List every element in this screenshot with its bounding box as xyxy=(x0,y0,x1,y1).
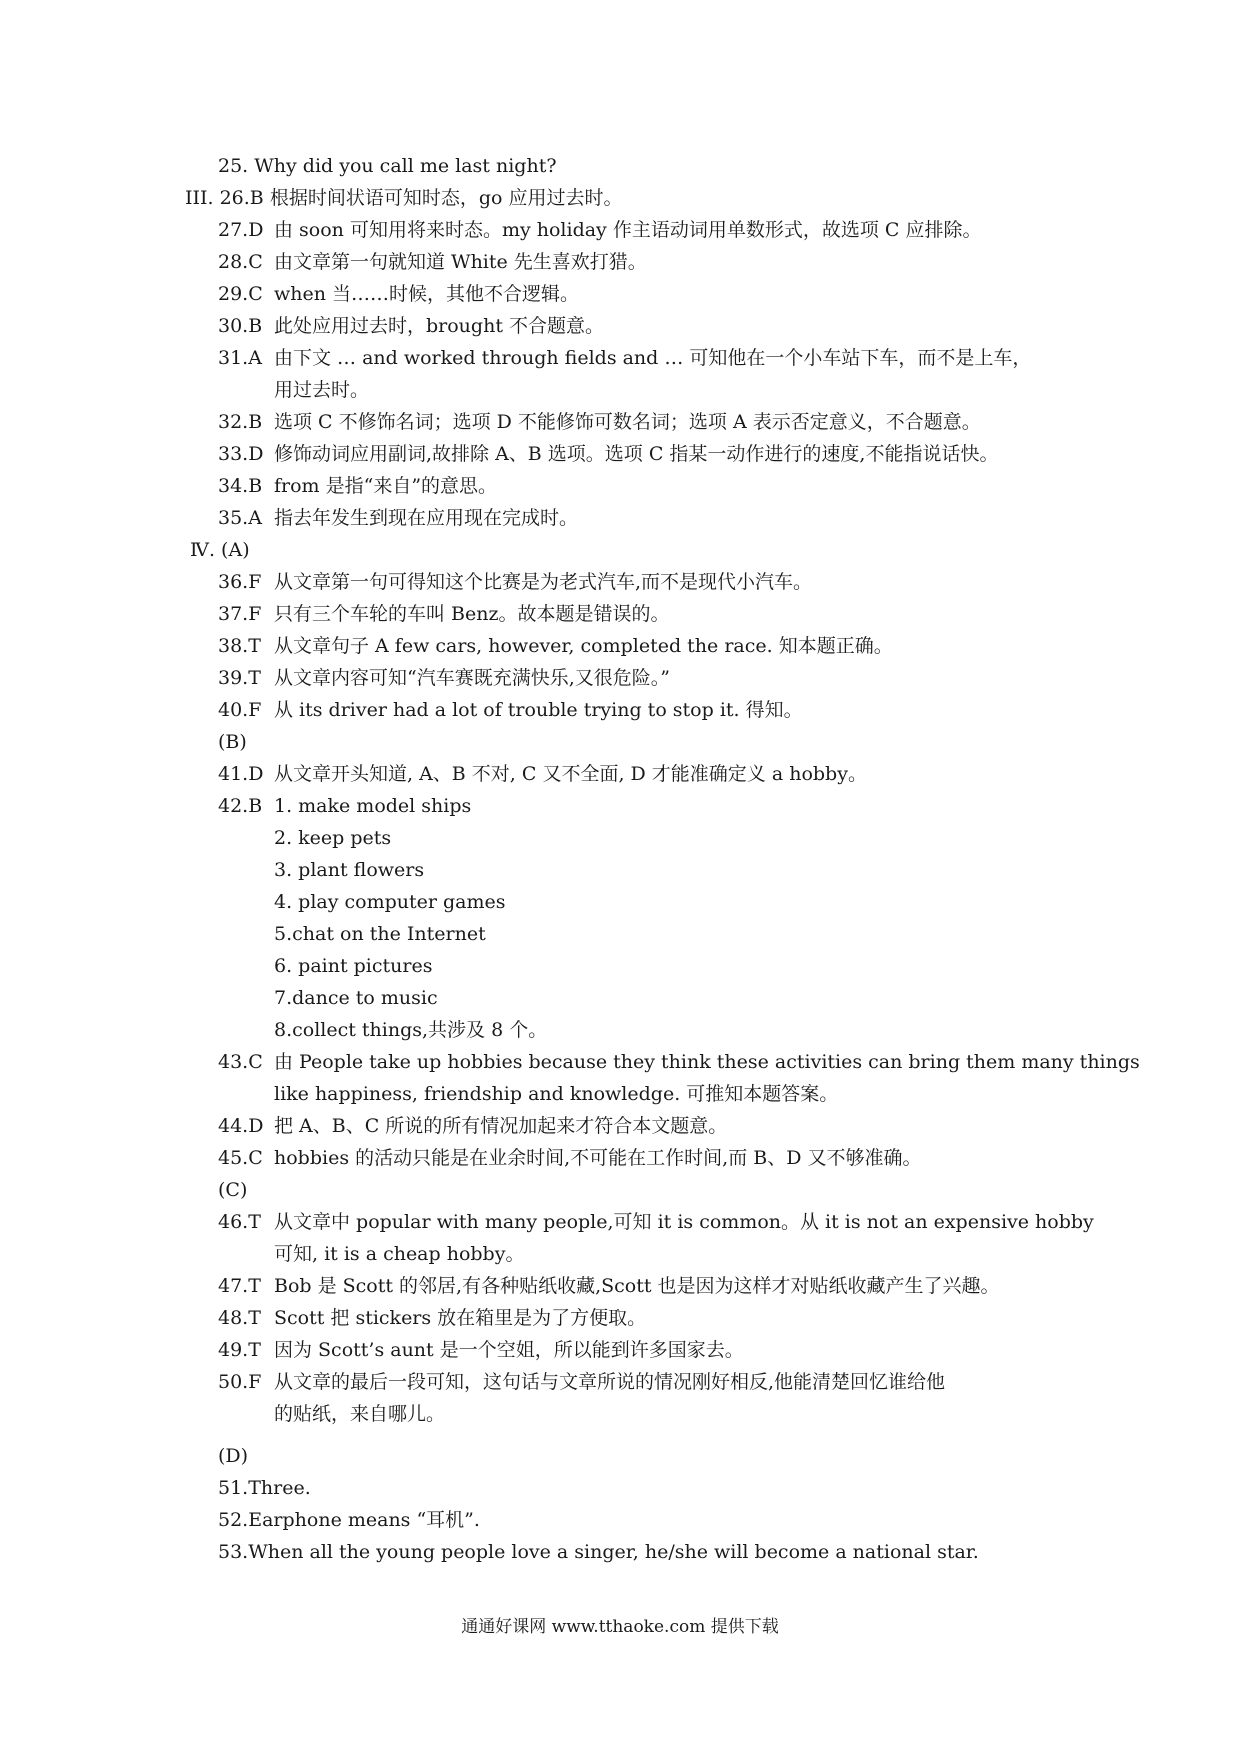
answer-line xyxy=(218,1050,1140,1074)
section-heading xyxy=(218,1444,248,1468)
answer-text: 由 People take up hobbies because they think these activities can bring them many things xyxy=(274,1051,1140,1073)
list-item xyxy=(274,986,438,1010)
answer-line xyxy=(218,762,867,786)
answer-number: 34.B xyxy=(218,475,263,497)
answer-text: 3. plant flowers xyxy=(274,859,425,881)
list-item xyxy=(274,890,506,914)
answer-number: 33.D xyxy=(218,443,264,465)
answer-text: 25. Why did you call me last night? xyxy=(218,155,557,177)
answer-line xyxy=(218,506,578,530)
answer-number: 40.F xyxy=(218,699,262,721)
answer-text: 由下文 … and worked through fields and … 可知他在一个小车站下车，而不是上车， xyxy=(274,347,1032,369)
answer-number: 35.A xyxy=(218,507,262,529)
answer-text: 7.dance to music xyxy=(274,987,438,1009)
answer-text: from 是指“来自”的意思。 xyxy=(274,475,498,497)
answer-text: 从 its driver had a lot of trouble trying to stop it. 得知。 xyxy=(274,699,803,721)
answer-number: 37.F xyxy=(218,603,262,625)
answer-continuation xyxy=(274,378,369,402)
list-item xyxy=(274,858,424,882)
answer-number: 45.C xyxy=(218,1147,263,1169)
answer-text: 51.Three. xyxy=(218,1477,311,1499)
answer-text: 此处应用过去时，brought 不合题意。 xyxy=(274,315,604,337)
answer-text: 从文章第一句可得知这个比赛是为老式汽车,而不是现代小汽车。 xyxy=(274,571,813,593)
answer-continuation xyxy=(274,1242,524,1266)
answer-text: 52.Earphone means “耳机”. xyxy=(218,1509,480,1531)
answer-line xyxy=(218,410,981,434)
answer-line xyxy=(218,314,604,338)
answer-line xyxy=(218,1370,945,1394)
answer-line xyxy=(218,346,1031,370)
answer-number: 44.D xyxy=(218,1115,264,1137)
answer-number: 27.D xyxy=(218,219,264,241)
answer-number: 47.T xyxy=(218,1275,261,1297)
answer-line xyxy=(218,1114,727,1138)
answer-line xyxy=(218,1274,1000,1298)
answer-number: 41.D xyxy=(218,763,264,785)
answer-text: 4. play computer games xyxy=(274,891,506,913)
list-item xyxy=(274,1018,547,1042)
section-heading xyxy=(190,538,250,562)
answer-text: 从文章的最后一段可知，这句话与文章所说的情况刚好相反,他能清楚回忆谁给他 xyxy=(274,1371,946,1393)
answer-number: 39.T xyxy=(218,667,261,689)
section-heading xyxy=(185,186,622,210)
answer-text: 的贴纸，来自哪儿。 xyxy=(274,1403,446,1425)
answer-text: Scott 把 stickers 放在箱里是为了方便取。 xyxy=(274,1307,647,1329)
answer-number: 30.B xyxy=(218,315,263,337)
answer-line xyxy=(218,474,497,498)
answer-line xyxy=(218,698,803,722)
answer-line xyxy=(218,666,670,690)
answer-text: 从文章内容可知“汽车赛既充满快乐,又很危险。” xyxy=(274,667,670,689)
answer-number: 28.C xyxy=(218,251,263,273)
answer-text: (B) xyxy=(218,731,247,753)
answer-line xyxy=(218,794,471,818)
answer-text: 只有三个车轮的车叫 Benz。故本题是错误的。 xyxy=(274,603,670,625)
answer-text: 由 soon 可知用将来时态。my holiday 作主语动词用单数形式，故选项 C 应排除。 xyxy=(274,219,982,241)
answer-continuation xyxy=(274,1082,838,1106)
answer-line xyxy=(218,250,647,274)
answer-number: 50.F xyxy=(218,1371,262,1393)
answer-text: when 当……时候，其他不合逻辑。 xyxy=(274,283,580,305)
answer-text: 由文章第一句就知道 White 先生喜欢打猎。 xyxy=(274,251,647,273)
answer-text: 可知, it is a cheap hobby。 xyxy=(274,1243,525,1265)
list-item xyxy=(274,922,486,946)
answer-number: 32.B xyxy=(218,411,263,433)
answer-line xyxy=(218,442,998,466)
answer-line xyxy=(218,1476,311,1500)
answer-text: III. 26.B 根据时间状语可知时态，go 应用过去时。 xyxy=(185,187,623,209)
answer-number: 42.B xyxy=(218,795,263,817)
answer-number: 46.T xyxy=(218,1211,261,1233)
answer-line xyxy=(218,634,893,658)
answer-text: 修饰动词应用副词,故排除 A、B 选项。选项 C 指某一动作进行的速度,不能指说话快。 xyxy=(274,443,999,465)
answer-line xyxy=(218,1210,1094,1234)
answer-text: 1. make model ships xyxy=(274,795,472,817)
answer-text: 选项 C 不修饰名词；选项 D 不能修饰可数名词；选项 A 表示否定意义，不合题意。 xyxy=(274,411,981,433)
answer-text: 53.When all the young people love a singer, he/she will become a national star. xyxy=(218,1541,979,1563)
answer-text: 5.chat on the Internet xyxy=(274,923,486,945)
answer-number: 38.T xyxy=(218,635,261,657)
answer-text: like happiness, friendship and knowledge. 可推知本题答案。 xyxy=(274,1083,839,1105)
answer-number: 43.C xyxy=(218,1051,263,1073)
answer-text: 8.collect things,共涉及 8 个。 xyxy=(274,1019,548,1041)
answer-text: 从文章开头知道, A、B 不对, C 又不全面, D 才能准确定义 a hobby。 xyxy=(274,763,867,785)
answer-number: 36.F xyxy=(218,571,262,593)
answer-text: 从文章句子 A few cars, however, completed the race. 知本题正确。 xyxy=(274,635,893,657)
answer-text: 把 A、B、C 所说的所有情况加起来才符合本文题意。 xyxy=(274,1115,728,1137)
answer-line xyxy=(218,1540,979,1564)
section-heading xyxy=(218,730,247,754)
answer-text: hobbies 的活动只能是在业余时间,不可能在工作时间,而 B、D 又不够准确。 xyxy=(274,1147,922,1169)
answer-text: 从文章中 popular with many people,可知 it is common。从 it is not an expensive hobby xyxy=(274,1211,1094,1233)
answer-line xyxy=(218,570,812,594)
answer-line xyxy=(218,282,579,306)
answer-text: (D) xyxy=(218,1445,249,1467)
answer-number: 29.C xyxy=(218,283,263,305)
section-heading xyxy=(218,1178,247,1202)
answer-line xyxy=(218,602,670,626)
list-item xyxy=(274,954,432,978)
answer-text: 2. keep pets xyxy=(274,827,392,849)
answer-line xyxy=(218,218,981,242)
answer-text: 6. paint pictures xyxy=(274,955,433,977)
list-item xyxy=(274,826,391,850)
answer-line xyxy=(218,1338,744,1362)
answer-continuation xyxy=(274,1402,445,1426)
answer-text: 用过去时。 xyxy=(274,379,370,401)
answer-text: 指去年发生到现在应用现在完成时。 xyxy=(274,507,579,529)
answer-line xyxy=(218,154,557,178)
answer-line xyxy=(218,1306,646,1330)
answer-line xyxy=(218,1508,480,1532)
answer-text: Ⅳ. (A) xyxy=(190,539,250,561)
answer-text: Bob 是 Scott 的邻居,有各种贴纸收藏,Scott 也是因为这样才对贴纸收藏产生了兴趣。 xyxy=(274,1275,1000,1297)
answer-text: 因为 Scott’s aunt 是一个空姐，所以能到许多国家去。 xyxy=(274,1339,744,1361)
answer-number: 31.A xyxy=(218,347,262,369)
answer-number: 48.T xyxy=(218,1307,261,1329)
answer-number: 49.T xyxy=(218,1339,261,1361)
answer-text: (C) xyxy=(218,1179,248,1201)
footer-credit: 通通好课网 www.tthaoke.com 提供下载 xyxy=(461,1617,779,1637)
answer-line xyxy=(218,1146,921,1170)
